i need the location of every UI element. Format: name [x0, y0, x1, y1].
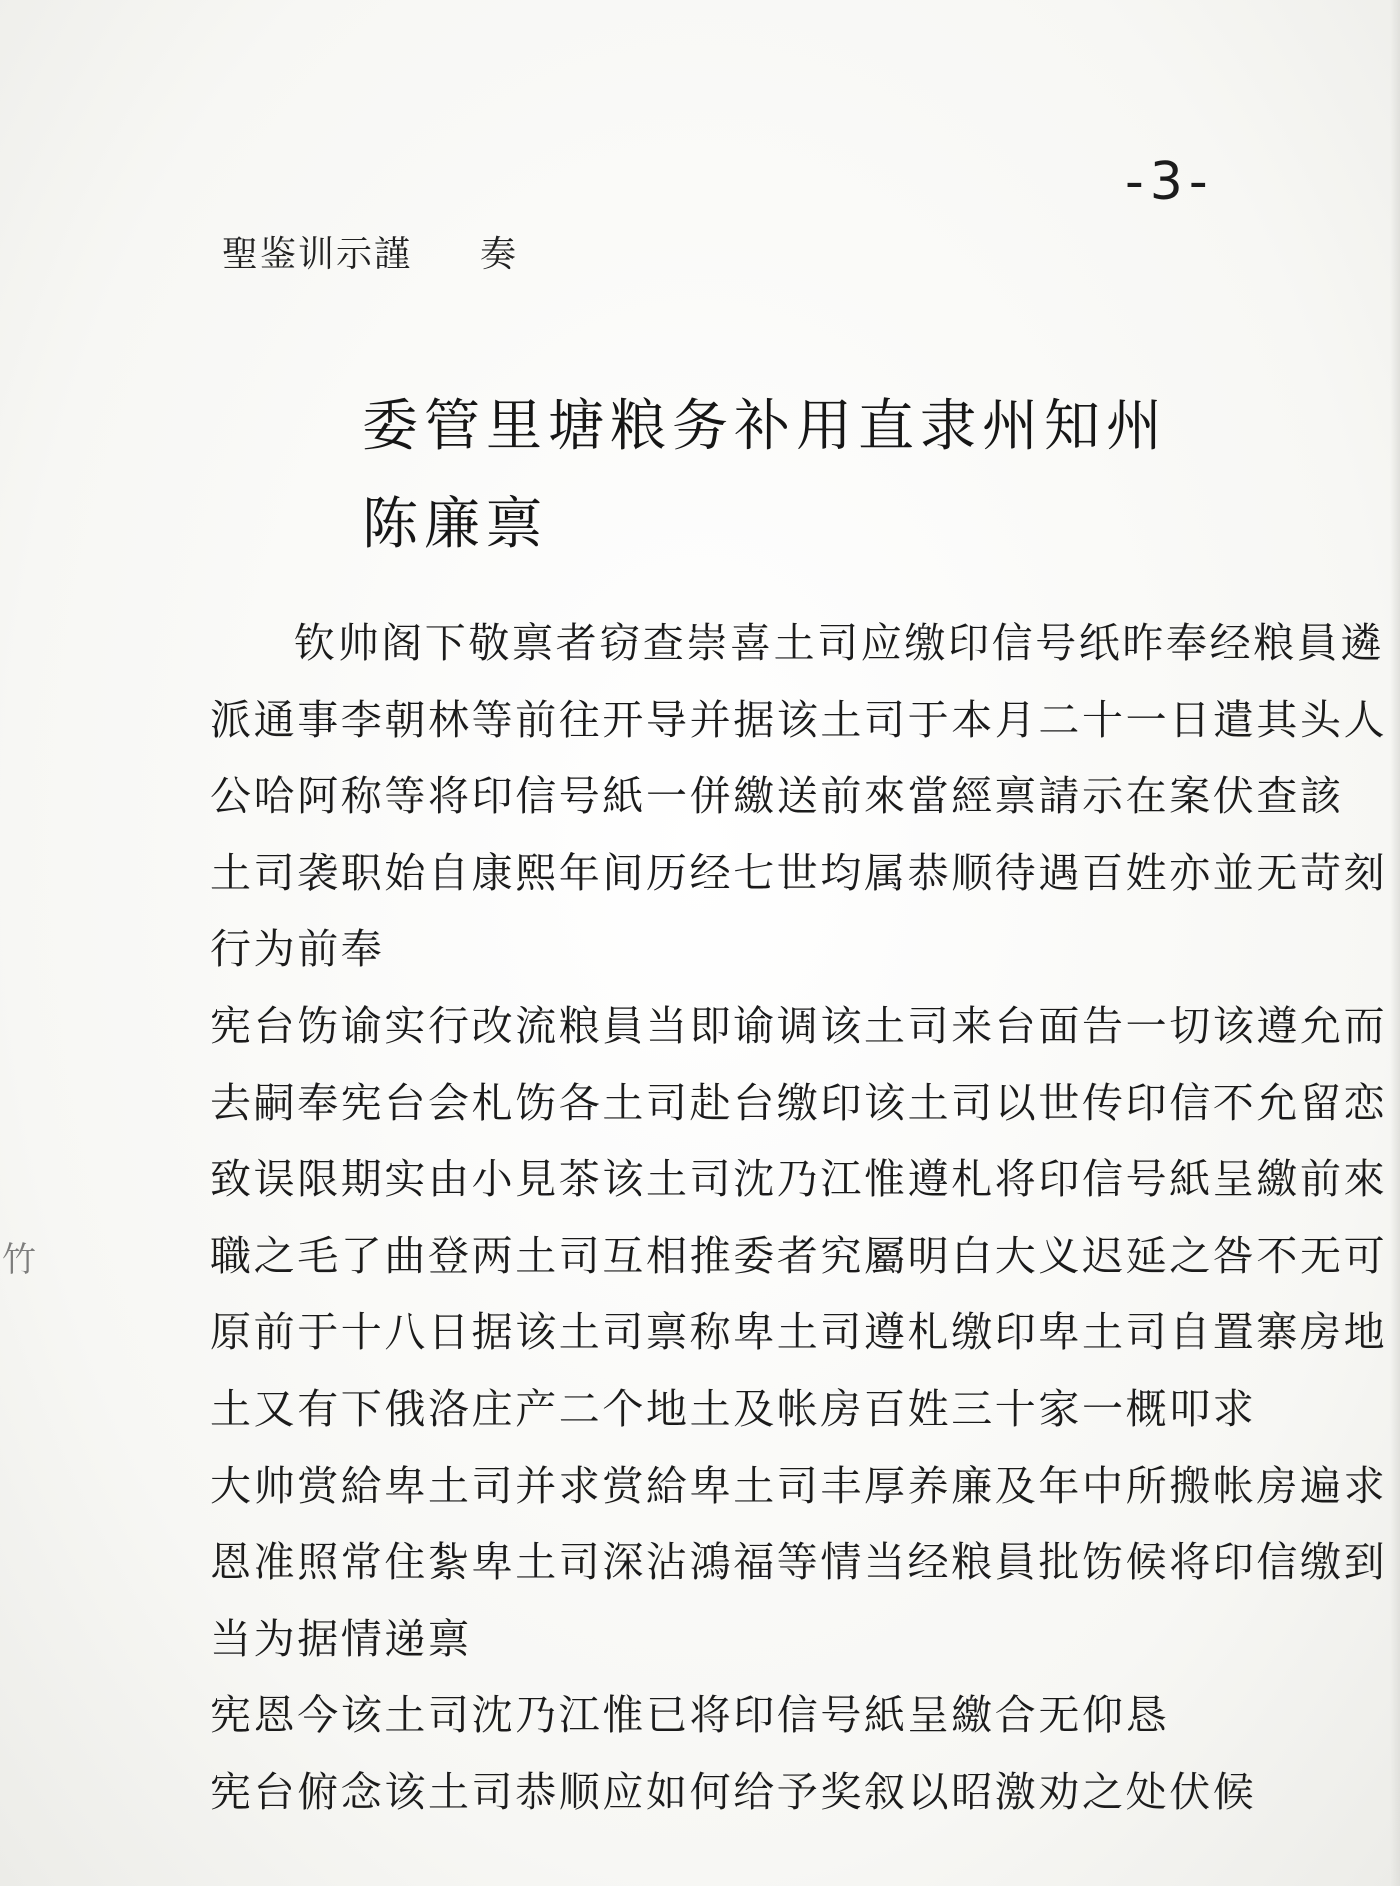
salutation-main: 聖鉴训示謹 [222, 234, 413, 275]
body-line: 土司袭职始自康熙年间历经七世均属恭顺待遇百姓亦並无苛刻 [210, 848, 1388, 897]
page-number: -3- [1125, 152, 1214, 212]
margin-mark: 竹 [2, 1240, 36, 1280]
body-line: 行为前奉 [210, 925, 385, 974]
body-line: 致误限期实由小見茶该土司沈乃江惟遵札将印信号紙呈繳前來 [210, 1155, 1388, 1204]
body-line: 去嗣奉宪台会札饬各土司赴台缴印该土司以世传印信不允留恋 [210, 1078, 1388, 1127]
body-line: 公哈阿称等将印信号紙一併繳送前來當經禀請示在案伏查該 [210, 772, 1344, 821]
title-line-1: 委管里塘粮务补用直隶州知州 [362, 394, 1168, 459]
title-line-2: 陈廉禀 [362, 492, 548, 557]
body-line: 宪台饬谕实行改流粮員当即谕调该土司来台面告一切该遵允而 [210, 1001, 1388, 1050]
body-line: 钦帅阁下敬禀者窃查崇喜土司应缴印信号纸昨奉经粮員遴 [294, 619, 1384, 667]
body-text [210, 605, 1388, 1831]
body-line: 宪恩今该土司沈乃江惟已将印信号紙呈繳合无仰恳 [210, 1691, 1170, 1740]
salutation-end: 奏 [480, 234, 519, 275]
body-line: 職之毛了曲登两土司互相推委者究屬明白大义迟延之咎不无可 [210, 1231, 1388, 1280]
body-line: 派通事李朝林等前往开导并据该土司于本月二十一日遣其头人 [210, 695, 1388, 744]
salutation [222, 226, 518, 277]
page-edge-shadow [1390, 0, 1400, 1886]
body-line: 原前于十八日据该土司禀称卑土司遵札缴印卑土司自置寨房地 [210, 1308, 1388, 1357]
body-line: 大帅赏給卑土司并求赏給卑土司丰厚养廉及年中所搬帐房遍求 [210, 1461, 1388, 1510]
body-line: 土又有下俄洛庄产二个地土及帐房百姓三十家一概叩求 [210, 1384, 1257, 1433]
body-line: 恩准照常住紮卑土司深沾鴻福等情当经粮員批饬候将印信缴到 [210, 1538, 1388, 1587]
body-line: 宪台俯念该土司恭顺应如何给予奖叙以昭激劝之处伏候 [210, 1767, 1257, 1816]
body-line: 当为据情递禀 [210, 1614, 472, 1663]
